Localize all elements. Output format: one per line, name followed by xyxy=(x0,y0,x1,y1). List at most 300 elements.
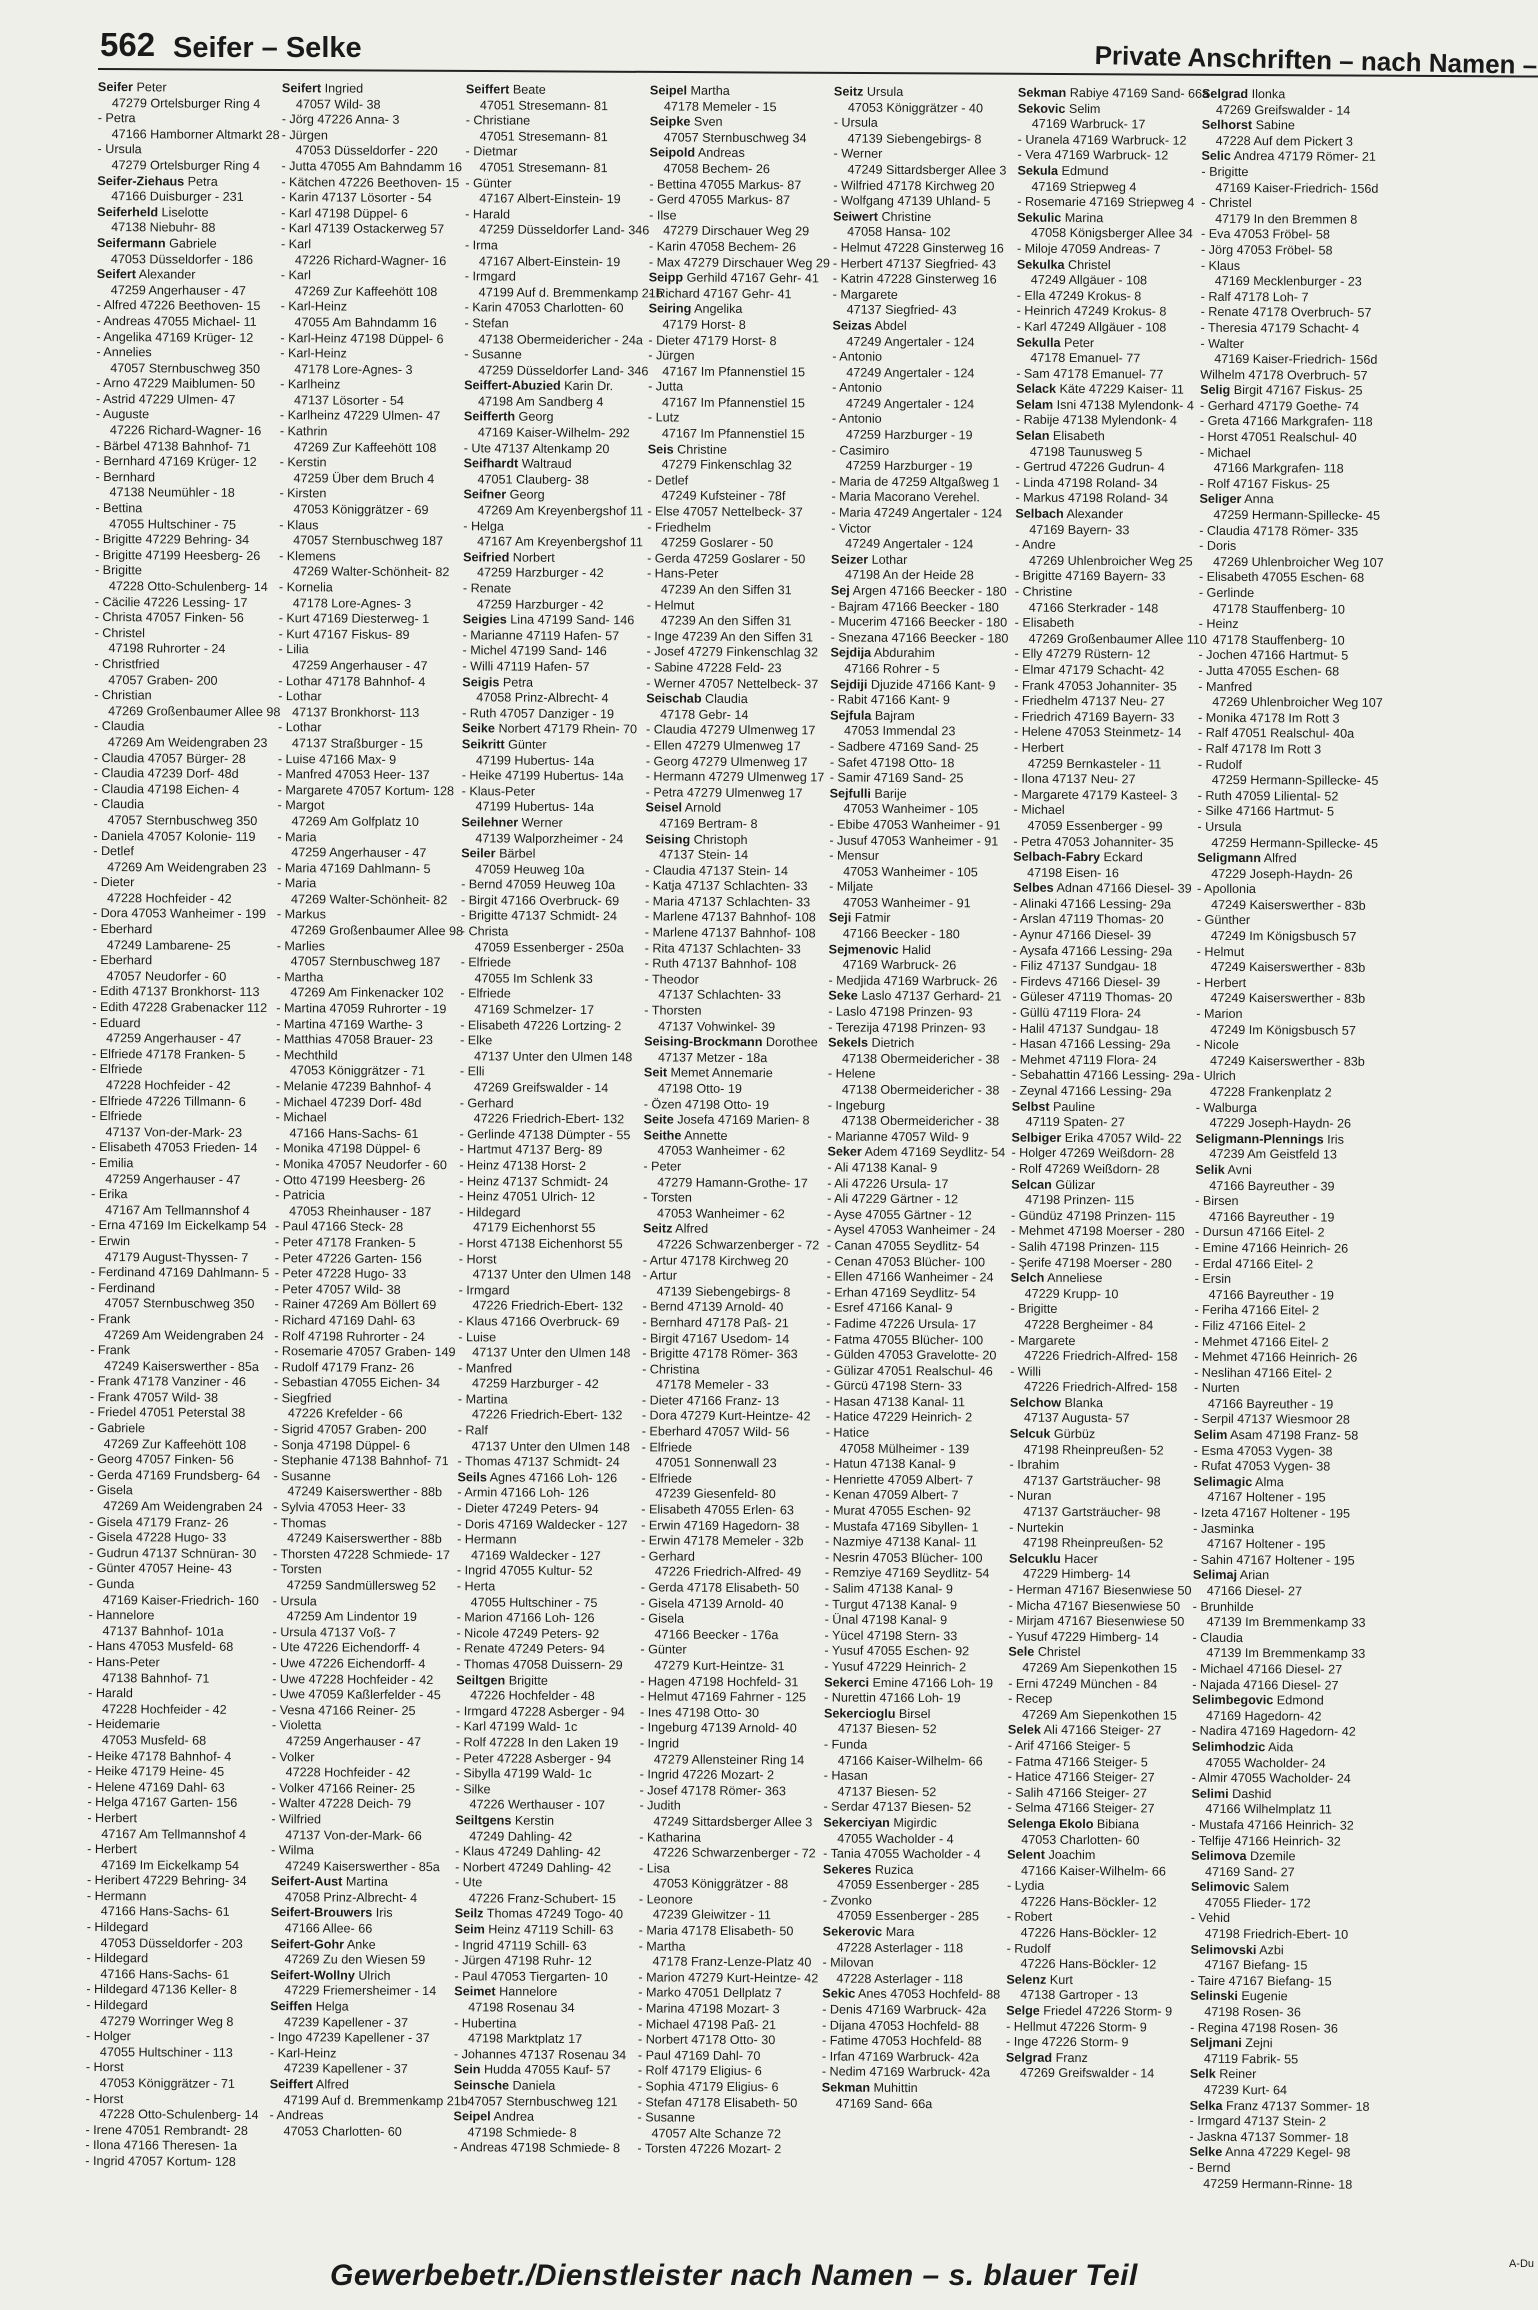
name-entry xyxy=(272,1718,450,1735)
surname-entry xyxy=(456,1673,634,1690)
surname: Seiltgen xyxy=(456,1672,506,1688)
name-entry xyxy=(455,1860,633,1877)
name-entry xyxy=(98,111,276,128)
entry-text: - Gudrun 47137 Schnüran- 30 xyxy=(88,1545,257,1561)
name-entry xyxy=(274,1375,452,1392)
entry-address: 47055 Wacholder - 4 xyxy=(837,1831,954,1846)
entry-text: Ulrich xyxy=(354,1968,391,1983)
entry-text: Gürbüz xyxy=(1050,1426,1096,1442)
name-entry xyxy=(648,348,826,365)
name-entry xyxy=(273,1547,451,1564)
name-entry xyxy=(89,1577,267,1594)
name-entry xyxy=(825,1566,1003,1583)
entry-address: 47269 Großenbaumer Allee 110 xyxy=(1028,631,1207,647)
surname: Selchow xyxy=(1009,1395,1062,1410)
name-entry xyxy=(822,1956,1000,1973)
entry-address: 47269 Zur Kaffeehött 108 xyxy=(103,1436,247,1452)
name-entry xyxy=(453,2141,631,2158)
surname: Seis xyxy=(647,442,674,457)
entry-address: 47053 Königgrätzer - 69 xyxy=(293,502,429,518)
entry-text: Georg xyxy=(506,487,545,503)
name-entry xyxy=(96,392,274,409)
entry-text: Adem 47169 Seydlitz- 54 xyxy=(861,1145,1006,1160)
name-entry xyxy=(826,1379,1004,1396)
entry-text: - Cenan 47053 Blücher- 100 xyxy=(826,1254,986,1269)
surname: Seiffen xyxy=(270,1999,313,2014)
entry-text: - Karlheinz 47229 Ulmen- 47 xyxy=(279,408,441,424)
surname: Selbst xyxy=(1011,1099,1050,1114)
surname: Sele xyxy=(1008,1644,1035,1660)
surname-entry xyxy=(1195,1163,1373,1180)
surname: Selcuklu xyxy=(1008,1551,1061,1566)
entry-text: - Elfriede xyxy=(641,1440,693,1455)
entry-address: 47279 Hamann-Grothe- 17 xyxy=(657,1174,808,1190)
name-entry xyxy=(281,221,459,238)
name-entry xyxy=(828,1005,1006,1022)
name-entry xyxy=(276,1048,454,1065)
entry-address: 47229 Joseph-Haydn- 26 xyxy=(1209,1115,1352,1131)
surname-entry xyxy=(648,442,826,459)
entry-address: 47166 Hans-Sachs- 61 xyxy=(100,1904,230,1920)
entry-address: 47249 Kaiserswerther - 88b xyxy=(287,1484,443,1500)
entry-text: - Ruth 47059 Liliental- 52 xyxy=(1197,788,1339,804)
name-entry xyxy=(1193,1599,1371,1616)
entry-address: 47053 Charlotten- 60 xyxy=(283,2123,402,2139)
entry-text: - Horst xyxy=(458,1251,497,1266)
entry-address: 47167 Albert-Einstein- 19 xyxy=(479,191,621,207)
page-header xyxy=(0,0,1538,81)
entry-text: - Heinz xyxy=(1198,616,1239,632)
entry-address: 47166 Rohrer - 5 xyxy=(844,661,940,677)
entry-text: - Jürgen xyxy=(281,127,328,143)
name-entry xyxy=(648,254,831,272)
entry-text: - Holger 47269 Weißdorn- 28 xyxy=(1011,1145,1175,1161)
entry-text: Angelika xyxy=(691,301,743,317)
entry-address: 47166 Hamborner Altmarkt 28 xyxy=(111,126,280,142)
entry-text: - Hans-Peter xyxy=(88,1654,160,1670)
surname: Sekman xyxy=(1017,85,1067,100)
entry-address: 47198 Am Sandberg 4 xyxy=(478,394,604,409)
name-entry xyxy=(280,409,458,426)
entry-text: - Peter 47228 Asberger - 94 xyxy=(455,1750,612,1766)
entry-text: - Hatun 47138 Kanal- 9 xyxy=(825,1456,956,1472)
name-entry xyxy=(460,1096,638,1113)
name-entry xyxy=(277,939,455,956)
name-entry xyxy=(638,1986,816,2003)
entry-text: Günter xyxy=(504,737,547,752)
name-entry xyxy=(282,128,460,145)
surname: Selhorst xyxy=(1201,117,1253,133)
name-entry xyxy=(1017,242,1195,259)
entry-text: Liselotte xyxy=(158,205,209,220)
entry-address: 47169 Im Eickelkamp 54 xyxy=(101,1857,240,1873)
entry-text: - Alfred 47226 Beethoven- 15 xyxy=(96,298,261,314)
entry-text: - Sibylla 47199 Wald- 1c xyxy=(455,1766,592,1782)
entry-address: 47058 Prinz-Albrecht- 4 xyxy=(476,690,609,706)
surname: Seifermann xyxy=(96,235,166,251)
entry-address: 47137 Schlachten- 33 xyxy=(658,987,781,1003)
surname: Seligmann-Plennings xyxy=(1195,1131,1324,1147)
name-entry xyxy=(648,333,826,350)
surname-entry xyxy=(650,83,828,100)
name-entry xyxy=(1191,1911,1369,1928)
entry-text: - Else 47057 Nettelbeck- 37 xyxy=(647,504,803,520)
entry-text: Andrea 47179 Römer- 21 xyxy=(1230,149,1376,165)
name-entry xyxy=(274,1297,452,1314)
entry-text: - Alinaki 47166 Lessing- 29a xyxy=(1012,896,1172,912)
name-entry xyxy=(464,347,642,364)
name-entry xyxy=(462,659,640,676)
entry-address: 47053 Charlotten- 60 xyxy=(1021,1832,1140,1847)
surname: Seimet xyxy=(454,1984,496,1999)
entry-text: - Kerstin xyxy=(279,455,327,470)
entry-text: - Nesrin 47053 Blücher- 100 xyxy=(824,1550,983,1566)
entry-text: - Jutta xyxy=(648,379,684,394)
name-entry xyxy=(89,1483,267,1500)
entry-address: 47169 Mecklenburger - 23 xyxy=(1214,273,1362,289)
entry-text: - Najada 47166 Diesel- 27 xyxy=(1192,1677,1339,1693)
name-entry xyxy=(640,1705,818,1722)
entry-address: 47269 Zur Kaffeehött 108 xyxy=(293,439,437,455)
name-entry xyxy=(274,1344,456,1361)
surname: Seker xyxy=(827,1144,862,1160)
entry-text: - Friedrich 47169 Bayern- 33 xyxy=(1014,709,1175,725)
entry-address: 47178 Stauffenberg- 10 xyxy=(1212,632,1345,648)
name-entry xyxy=(465,238,643,255)
entry-text: - Ilse xyxy=(649,208,677,223)
entry-text: - Kathrin xyxy=(279,424,328,439)
entry-text: - Helga 47167 Garten- 156 xyxy=(87,1795,238,1811)
entry-address: 47055 Am Bahndamm 16 xyxy=(294,315,437,330)
entry-text: - Christfried xyxy=(94,656,160,672)
name-entry xyxy=(830,755,1008,772)
entry-text: - Ursula xyxy=(272,1593,317,1608)
entry-text: - Hans 47053 Musfeld- 68 xyxy=(88,1639,234,1655)
surname-entry xyxy=(1013,850,1191,867)
entry-text: - Ayse 47055 Gärtner - 12 xyxy=(827,1207,972,1223)
entry-text: Heinz 47119 Schill- 63 xyxy=(484,1922,614,1938)
entry-text: - Willi xyxy=(1010,1364,1041,1379)
entry-text: - Karlheinz xyxy=(280,377,341,392)
entry-text: - Theresia 47179 Schacht- 4 xyxy=(1200,320,1360,336)
entry-address: 47053 Königgrätzer - 71 xyxy=(289,1063,426,1079)
entry-text: - Bernhard 47169 Krüger- 12 xyxy=(95,454,257,470)
entry-address: 47166 Kaiser-Wilhelm- 66 xyxy=(1021,1863,1167,1879)
entry-text: - Hasan 47138 Kanal- 11 xyxy=(825,1394,966,1410)
entry-text: - Marion 47166 Loh- 126 xyxy=(456,1610,595,1626)
entry-text: Erika 47057 Wild- 22 xyxy=(1061,1130,1182,1146)
entry-address: 47053 Wanheimer - 105 xyxy=(843,864,978,880)
entry-address: 47249 Kaiserswerther - 83b xyxy=(1210,960,1366,976)
name-entry xyxy=(278,720,456,737)
name-entry xyxy=(1198,742,1376,759)
entry-text: Zejni xyxy=(1241,2036,1273,2051)
entry-text: Marina xyxy=(1061,210,1104,225)
entry-text: - Margarete xyxy=(832,287,898,302)
name-entry xyxy=(1196,1007,1374,1024)
name-entry xyxy=(1199,570,1377,587)
surname-entry xyxy=(828,989,1006,1006)
entry-address: 47239 Giesenfeld- 80 xyxy=(655,1486,776,1502)
name-entry xyxy=(829,817,1007,834)
entry-text: Reiner xyxy=(1215,2067,1257,2082)
entry-address: 47169 Sand- 27 xyxy=(1205,1864,1295,1880)
entry-address: 47137 Von-der-Mark- 23 xyxy=(105,1124,243,1140)
entry-text: - Andreas 47198 Schmiede- 8 xyxy=(453,2140,621,2156)
entry-text: - Karl-Heinz xyxy=(280,346,347,361)
entry-address: 47055 Hultschiner - 75 xyxy=(109,516,237,532)
name-entry xyxy=(454,2016,632,2033)
surname-entry xyxy=(1191,1880,1369,1897)
name-entry xyxy=(282,112,460,129)
name-entry xyxy=(1189,2161,1367,2178)
entry-text: - Birgit 47167 Usedom- 14 xyxy=(642,1330,790,1346)
entry-address: 47138 Obermeidericher - 38 xyxy=(841,1113,1000,1129)
entry-address: 47169 Sand- 66a xyxy=(835,2096,933,2111)
name-entry xyxy=(646,676,824,693)
entry-text: - Robert xyxy=(1006,1910,1053,1925)
entry-text: - Petra 47053 Johanniter- 35 xyxy=(1013,834,1174,850)
name-entry xyxy=(1201,243,1379,260)
entry-text: - Tania 47055 Wacholder - 4 xyxy=(823,1846,981,1862)
entry-text: - Otto 47199 Heesberg- 26 xyxy=(275,1172,426,1188)
surname: Seiring xyxy=(648,301,692,316)
entry-address: 47226 Hans-Böckler- 12 xyxy=(1020,1894,1157,1910)
entry-address: 47137 Siegfried- 43 xyxy=(846,302,957,318)
entry-text: - Gerhard xyxy=(640,1549,695,1564)
entry-address: 47058 Prinz-Albrecht- 4 xyxy=(284,1890,418,1905)
entry-text: - Luise xyxy=(458,1329,497,1344)
entry-text: - Laslo 47198 Prinzen- 93 xyxy=(828,1004,973,1020)
entry-address: 47179 In den Bremmen 8 xyxy=(1215,211,1358,227)
name-entry xyxy=(647,567,825,584)
name-entry xyxy=(87,1842,265,1859)
entry-text: Alfred xyxy=(672,1221,709,1237)
entry-text: - Greta 47166 Markgrafen- 118 xyxy=(1199,414,1373,430)
entry-text: - Esref 47166 Kanal- 9 xyxy=(826,1300,953,1316)
name-entry xyxy=(279,549,457,566)
surname: Seipke xyxy=(649,114,691,129)
name-entry xyxy=(1006,2019,1184,2036)
entry-text: - Bajram 47166 Beecker - 180 xyxy=(830,599,999,615)
entry-text: - Martina 47059 Ruhrorter - 19 xyxy=(276,1001,447,1017)
surname: Sekulla xyxy=(1016,335,1061,350)
surname: Selenz xyxy=(1006,1972,1047,1987)
entry-text: - Helga xyxy=(463,518,504,534)
entry-text: - Renate xyxy=(462,581,512,596)
entry-text: - Aynur 47166 Diesel- 39 xyxy=(1012,927,1152,943)
surname: Seipel xyxy=(649,83,688,98)
entry-text: Gülizar xyxy=(1051,1177,1096,1192)
entry-text: - Nurettin 47166 Loh- 19 xyxy=(824,1690,961,1706)
name-entry xyxy=(1200,336,1378,353)
entry-text: Alma xyxy=(1252,1474,1284,1490)
entry-text: - Bernd 47139 Arnold- 40 xyxy=(642,1299,784,1315)
name-entry xyxy=(1196,976,1374,993)
entry-text: - Edith 47137 Bronkhorst- 113 xyxy=(92,984,260,1000)
entry-text: - Thorsten 47228 Schmiede- 17 xyxy=(272,1546,450,1562)
surname-entry xyxy=(830,677,1008,694)
entry-address: 47269 Greifswalder - 14 xyxy=(473,1080,609,1096)
name-entry xyxy=(649,193,827,210)
entry-text: - Emine 47166 Heinrich- 26 xyxy=(1194,1240,1349,1256)
name-entry xyxy=(90,1312,268,1329)
surname-entry xyxy=(1015,507,1193,524)
name-entry xyxy=(465,301,643,318)
entry-address: 47167 Im Pfannenstiel 15 xyxy=(662,364,806,380)
surname: Seifert-Brouwers xyxy=(270,1905,373,1921)
name-entry xyxy=(645,957,823,974)
entry-text: - Sebahattin 47166 Lessing- 29a xyxy=(1011,1068,1195,1084)
entry-text: - Eberhard xyxy=(92,922,153,937)
entry-text: - Friedhelm xyxy=(647,519,712,535)
name-entry xyxy=(833,178,1011,195)
name-entry xyxy=(457,1579,635,1596)
entry-address: 47053 Düsseldorfer - 220 xyxy=(295,143,438,159)
surname-entry xyxy=(98,80,276,97)
entry-text: Andrea xyxy=(490,2109,535,2124)
entry-text: - Rudolf xyxy=(1197,757,1242,772)
name-entry xyxy=(830,771,1008,788)
surname: Seite xyxy=(643,1112,674,1127)
name-entry xyxy=(1201,305,1379,322)
entry-text: Bibiana xyxy=(1093,1817,1140,1832)
name-entry xyxy=(460,1065,638,1082)
entry-text: - Maria 47249 Angertaler - 124 xyxy=(831,505,1003,521)
entry-text: - Josef 47279 Finkenschlag 32 xyxy=(646,644,819,660)
entry-address: 47169 Schmelzer- 17 xyxy=(474,1002,595,1018)
entry-address: 47249 Lambarene- 25 xyxy=(106,937,231,953)
entry-address: 47167 Am Tellmannshof 4 xyxy=(105,1202,250,1218)
entry-text: - Ralf 47178 Loh- 7 xyxy=(1200,289,1309,305)
entry-text: - Hildegard xyxy=(86,1920,149,1935)
entry-text: - Murat 47055 Eschen- 92 xyxy=(825,1503,971,1519)
entry-text: - Matthias 47058 Brauer- 23 xyxy=(276,1032,433,1048)
surname-entry xyxy=(464,379,642,396)
entry-text: Gabriele xyxy=(165,236,217,251)
surname-entry xyxy=(1011,1271,1189,1288)
surname-entry xyxy=(832,318,1010,335)
surname-entry xyxy=(1196,1132,1374,1149)
surname: Selka xyxy=(1189,2098,1223,2113)
entry-text: - Torsten 47226 Mozart- 2 xyxy=(637,2141,782,2157)
name-entry xyxy=(1196,1038,1374,1055)
entry-text: - Lothar 47178 Bahnhof- 4 xyxy=(278,673,426,689)
name-entry xyxy=(825,1581,1003,1598)
entry-text: - Josef 47178 Römer- 363 xyxy=(639,1783,786,1798)
surname: Seljmani xyxy=(1189,2035,1242,2051)
name-entry xyxy=(1008,1785,1186,1802)
entry-text: - Helmut xyxy=(1196,944,1245,959)
name-entry xyxy=(1008,1582,1192,1600)
entry-text: - Peter xyxy=(643,1159,682,1174)
entry-text: - Salih 47198 Prinzen- 115 xyxy=(1010,1239,1160,1255)
entry-text: - Erwin xyxy=(90,1233,131,1249)
entry-text: - Apollonia xyxy=(1197,882,1256,897)
name-entry xyxy=(271,1812,449,1829)
name-entry xyxy=(93,953,271,970)
entry-text: - Monika 47057 Neudorfer - 60 xyxy=(275,1157,447,1173)
surname: Seit xyxy=(643,1065,668,1080)
name-entry xyxy=(646,738,824,755)
entry-address: 47138 Obermeidericher - 24a xyxy=(478,331,643,347)
entry-text: Birgit 47167 Fiskus- 25 xyxy=(1230,383,1363,399)
entry-address: 47051 Stresemann- 81 xyxy=(479,129,608,144)
entry-text: - Holger xyxy=(86,2029,131,2044)
name-entry xyxy=(95,563,273,580)
entry-text: - Lisa xyxy=(639,1861,670,1876)
entry-address: 47137 Straßburger - 15 xyxy=(291,736,423,751)
surname: Selcan xyxy=(1011,1177,1052,1192)
surname-entry xyxy=(1202,149,1380,166)
footer-note: Gewerbebetr./Dienstleister nach Namen – s. blauer Teil xyxy=(330,2259,1138,2292)
entry-text: - Irmgard 47137 Stein- 2 xyxy=(1189,2113,1327,2129)
name-entry xyxy=(1195,1194,1373,1211)
entry-address: 47169 Warbruck- 17 xyxy=(1031,116,1146,132)
name-entry xyxy=(464,441,642,458)
entry-text: Iris xyxy=(372,1906,393,1921)
name-entry xyxy=(456,1782,634,1799)
name-entry xyxy=(638,2001,816,2018)
entry-text: - Elfriede 47178 Franken- 5 xyxy=(92,1046,246,1062)
entry-text: - Uranela 47169 Warbruck- 12 xyxy=(1017,132,1187,148)
entry-text: - Günter xyxy=(640,1642,687,1657)
name-entry xyxy=(94,719,272,736)
entry-text: - Helene 47169 Dahl- 63 xyxy=(87,1779,225,1795)
entry-address: 47239 Kapellener - 37 xyxy=(284,2014,409,2030)
surname: Seifferth xyxy=(463,409,516,425)
name-entry xyxy=(466,145,644,162)
entry-text: - Mirjam 47167 Biesenwiese 50 xyxy=(1008,1613,1185,1629)
entry-text: - Gisela 47139 Arnold- 40 xyxy=(640,1595,784,1611)
name-entry xyxy=(822,2002,1000,2019)
name-entry xyxy=(833,272,1011,289)
name-entry xyxy=(454,1953,632,1970)
name-entry xyxy=(1010,1333,1188,1350)
entry-text: - Michel 47199 Sand- 146 xyxy=(462,643,607,659)
entry-text: - Ilona 47137 Neu- 27 xyxy=(1013,771,1136,787)
entry-text: Barije xyxy=(870,786,907,801)
surname: Selimovski xyxy=(1190,1942,1257,1957)
entry-text: - Izeta 47167 Holtener - 195 xyxy=(1193,1505,1351,1521)
entry-text: Rabiye 47169 Sand- 66a xyxy=(1066,85,1210,101)
entry-address: 47138 Gartroper - 13 xyxy=(1020,1988,1138,2003)
entry-address: 47249 Dahling- 42 xyxy=(469,1828,573,1844)
entry-address: 47226 Friedrich-Ebert- 132 xyxy=(471,1407,623,1423)
surname-entry xyxy=(1193,1568,1371,1585)
entry-address: 47138 Niebuhr- 88 xyxy=(111,220,216,236)
name-entry xyxy=(834,116,1012,133)
entry-text: - Uwe 47228 Hochfeider - 42 xyxy=(272,1671,434,1687)
name-entry xyxy=(275,1188,453,1205)
entry-text: - Horst xyxy=(85,2091,124,2106)
entry-address: 47051 Stresemann- 81 xyxy=(479,97,609,113)
surname: Selk xyxy=(1189,2067,1216,2082)
entry-text: - Ursula xyxy=(1197,819,1242,834)
entry-text: - Michael xyxy=(275,1110,327,1125)
name-entry xyxy=(833,240,1011,257)
surname: Seigis xyxy=(462,674,500,690)
surname-entry xyxy=(822,2080,1000,2097)
name-entry xyxy=(273,1500,451,1517)
name-entry xyxy=(274,1313,452,1330)
entry-address: 47269 Am Siepenkothen 15 xyxy=(1021,1707,1177,1723)
entry-text: - Selma 47166 Steiger- 27 xyxy=(1007,1800,1155,1816)
surname: Sejmenovic xyxy=(828,942,899,957)
name-entry xyxy=(90,1421,268,1438)
entry-text: Petra xyxy=(499,675,534,690)
name-entry xyxy=(276,1032,454,1049)
